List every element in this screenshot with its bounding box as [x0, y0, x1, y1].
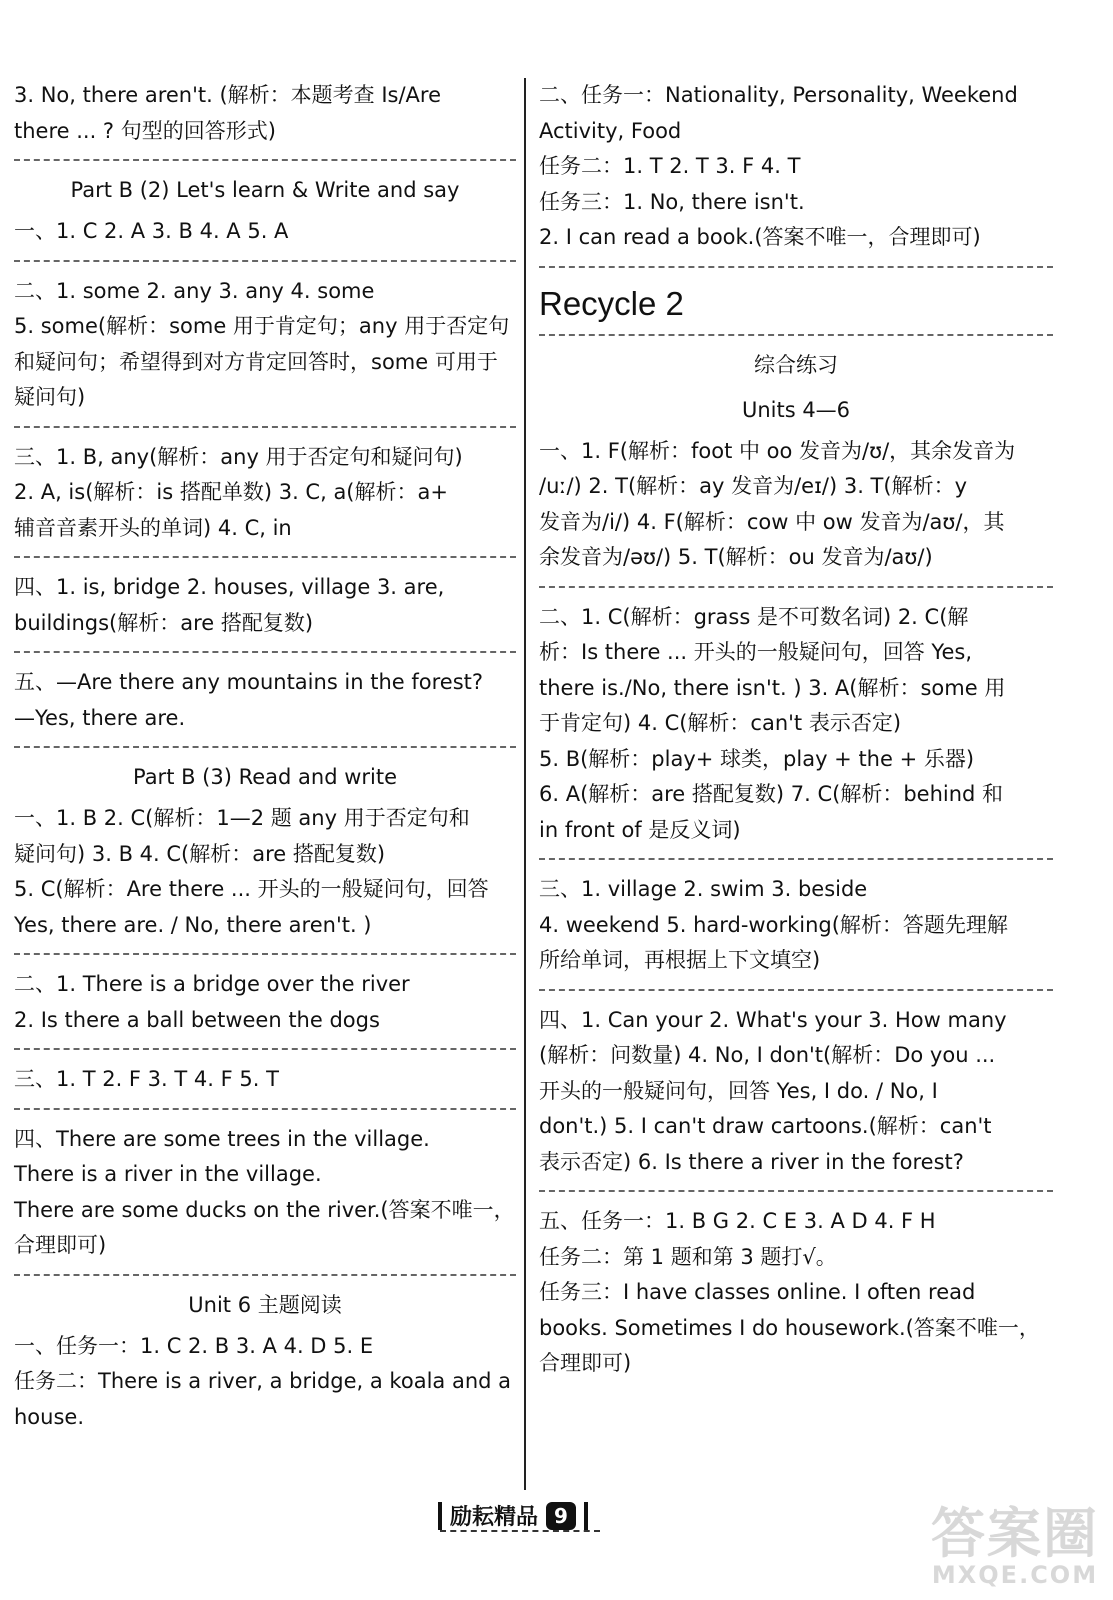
- dashed-separator: [14, 1048, 516, 1050]
- answer-line: 2. I can read a book.(答案不唯一，合理即可): [539, 225, 981, 249]
- answer-line: 任务三：I have classes online. I often read: [539, 1280, 976, 1304]
- answer-line: 四、There are some trees in the village.: [14, 1126, 430, 1151]
- answer-block: [14, 440, 516, 547]
- answer-block: [539, 600, 1053, 849]
- dashed-separator: [539, 1190, 1053, 1192]
- answer-line: 三、1. T 2. F 3. T 4. F 5. T: [14, 1067, 279, 1091]
- answer-line: 任务二：There is a river, a bridge, a koala and a: [14, 1369, 511, 1393]
- answer-line: there ... ? 句型的回答形式): [14, 118, 276, 143]
- dashed-separator: [14, 651, 516, 653]
- answer-line: 合理即可): [539, 1351, 632, 1375]
- footer-brand: [430, 1500, 596, 1531]
- left-column: [14, 78, 516, 1435]
- answer-line: 一、任务一：1. C 2. B 3. A 4. D 5. E: [14, 1333, 374, 1358]
- answer-line: 一、1. B 2. C(解析：1—2 题 any 用于否定句和: [14, 806, 470, 830]
- answer-line: —Yes, there are.: [14, 705, 186, 730]
- page-number: 9: [546, 1502, 576, 1530]
- answer-block: [539, 872, 1053, 979]
- dashed-separator: [14, 556, 516, 558]
- footer-bar-left: [438, 1502, 442, 1530]
- answer-line: 三、1. village 2. swim 3. beside: [539, 877, 868, 901]
- answer-line: 余发音为/əʊ/) 5. T(解析：ou 发音为/aʊ/): [539, 545, 933, 569]
- answer-line: 和疑问句；希望得到对方肯定回答时，some 可用于: [14, 349, 498, 374]
- answer-line: 6. A(解析：are 搭配复数) 7. C(解析：behind 和: [539, 782, 1004, 806]
- column-divider: [524, 78, 526, 1490]
- answer-line: buildings(解析：are 搭配复数): [14, 610, 314, 635]
- section-title: 综合练习: [754, 352, 838, 377]
- answer-line: 辅音音素开头的单词) 4. C, in: [14, 515, 292, 540]
- recycle-heading: Recycle 2: [539, 284, 684, 322]
- answer-line: 所给单词，再根据上下文填空): [539, 948, 821, 972]
- answer-line: 三、1. B, any(解析：any 用于否定句和疑问句): [14, 444, 463, 469]
- dashed-separator: [14, 953, 516, 955]
- watermark-chars: 答案圈: [931, 1502, 1099, 1565]
- answer-line: 一、1. C 2. A 3. B 4. A 5. A: [14, 219, 289, 243]
- answer-line: don't.) 5. I can't draw cartoons.(解析：can't: [539, 1114, 992, 1138]
- answer-line: 开头的一般疑问句，回答 Yes, I do. / No, I: [539, 1078, 938, 1103]
- answer-line: 二、1. C(解析：grass 是不可数名词) 2. C(解: [539, 604, 969, 629]
- footer-underline: [440, 1530, 600, 1532]
- answer-block: [14, 665, 516, 736]
- answer-line: 二、1. There is a bridge over the river: [14, 972, 410, 996]
- answer-block: [14, 214, 516, 250]
- answer-line: 析：Is there ... 开头的一般疑问句，回答 Yes,: [539, 640, 972, 664]
- dashed-separator: [14, 1108, 516, 1110]
- answer-block: [14, 801, 516, 943]
- answer-line: 五、任务一：1. B G 2. C E 3. A D 4. F H: [539, 1209, 936, 1233]
- answer-line: There is a river in the village.: [14, 1162, 322, 1186]
- answer-line: Yes, there are. / No, there aren't. ): [14, 912, 372, 937]
- answer-line: 5. some(解析：some 用于肯定句；any 用于否定句: [14, 314, 510, 338]
- answer-block: [14, 1329, 516, 1436]
- section-title: Part B (3) Read and write: [132, 765, 398, 789]
- answer-line: 表示否定) 6. Is there a river in the forest?: [539, 1149, 964, 1174]
- answer-line: 合理即可): [14, 1233, 107, 1257]
- dashed-separator: [539, 586, 1053, 588]
- answer-block: [14, 1062, 516, 1098]
- answer-block: [14, 967, 516, 1038]
- answer-line: in front of 是反义词): [539, 817, 741, 842]
- answer-block: [539, 1003, 1053, 1181]
- answer-block: [14, 274, 516, 416]
- answer-line: 四、1. Can your 2. What's your 3. How many: [539, 1007, 1007, 1032]
- answer-line: 二、1. some 2. any 3. any 4. some: [14, 278, 375, 303]
- answer-line: 一、1. F(解析：foot 中 oo 发音为/ʊ/，其余发音为: [539, 438, 1016, 463]
- section-title: Unit 6 主题阅读: [188, 1292, 342, 1317]
- answer-block: [539, 78, 1053, 256]
- dashed-separator: [539, 266, 1053, 268]
- dashed-separator: [14, 426, 516, 428]
- answer-line: 5. C(解析：Are there ... 开头的一般疑问句，回答: [14, 877, 489, 901]
- answer-block: [14, 1122, 516, 1264]
- dashed-separator: [539, 989, 1053, 991]
- footer-bar-right: [584, 1502, 588, 1530]
- answer-block: [14, 570, 516, 641]
- answer-line: 2. A, is(解析：is 搭配单数) 3. C, a(解析：a+: [14, 480, 448, 504]
- answer-block: [539, 434, 1053, 576]
- answer-line: 任务三：1. No, there isn't.: [539, 189, 805, 214]
- watermark-url: MXQE.COM: [931, 1561, 1099, 1589]
- answer-line: 二、任务一：Nationality, Personality, Weekend: [539, 83, 1018, 107]
- answer-line: 疑问句): [14, 385, 86, 409]
- dashed-separator: [539, 334, 1053, 336]
- answer-line: 3. No, there aren't. (解析：本题考查 Is/Are: [14, 83, 442, 107]
- answer-line: There are some ducks on the river.(答案不唯一，: [14, 1197, 515, 1222]
- answer-line: 5. B(解析：play+ 球类，play + the + 乐器): [539, 746, 975, 771]
- dashed-separator: [539, 858, 1053, 860]
- dashed-separator: [14, 746, 516, 748]
- answer-line: 五、—Are there any mountains in the forest?: [14, 670, 484, 694]
- section-title: Part B (2) Let's learn & Write and say: [70, 178, 460, 202]
- answer-line: books. Sometimes I do housework.(答案不唯一，: [539, 1315, 1040, 1340]
- watermark: [931, 1502, 1099, 1589]
- answer-line: /uː/) 2. T(解析：ay 发音为/eɪ/) 3. T(解析：y: [539, 474, 968, 498]
- answer-line: 2. Is there a ball between the dogs: [14, 1007, 380, 1032]
- answer-line: Activity, Food: [539, 118, 682, 143]
- answer-line: house.: [14, 1404, 85, 1429]
- answer-line: 发音为/i/) 4. F(解析：cow 中 ow 发音为/aʊ/，其: [539, 509, 1005, 534]
- dashed-separator: [14, 1274, 516, 1276]
- right-column: [539, 78, 1053, 1382]
- dashed-separator: [14, 260, 516, 262]
- dashed-separator: [14, 159, 516, 161]
- answer-line: 任务二：第 1 题和第 3 题打√。: [539, 1244, 837, 1269]
- brand-name: 励耘精品: [450, 1505, 539, 1530]
- answer-line: there is./No, there isn't. ) 3. A(解析：some 用: [539, 675, 1006, 700]
- answer-block: [14, 78, 516, 149]
- answer-line: 4. weekend 5. hard-working(解析：答题先理解: [539, 912, 1008, 937]
- answer-line: 四、1. is, bridge 2. houses, village 3. are,: [14, 575, 445, 599]
- answer-block: [539, 1204, 1053, 1382]
- section-title: Units 4—6: [741, 397, 851, 422]
- answer-line: 于肯定句) 4. C(解析：can't 表示否定): [539, 711, 902, 735]
- answer-line: 任务二：1. T 2. T 3. F 4. T: [539, 154, 801, 178]
- answer-line: 疑问句) 3. B 4. C(解析：are 搭配复数): [14, 841, 386, 866]
- answer-line: (解析：问数量) 4. No, I don't(解析：Do you ...: [539, 1043, 996, 1067]
